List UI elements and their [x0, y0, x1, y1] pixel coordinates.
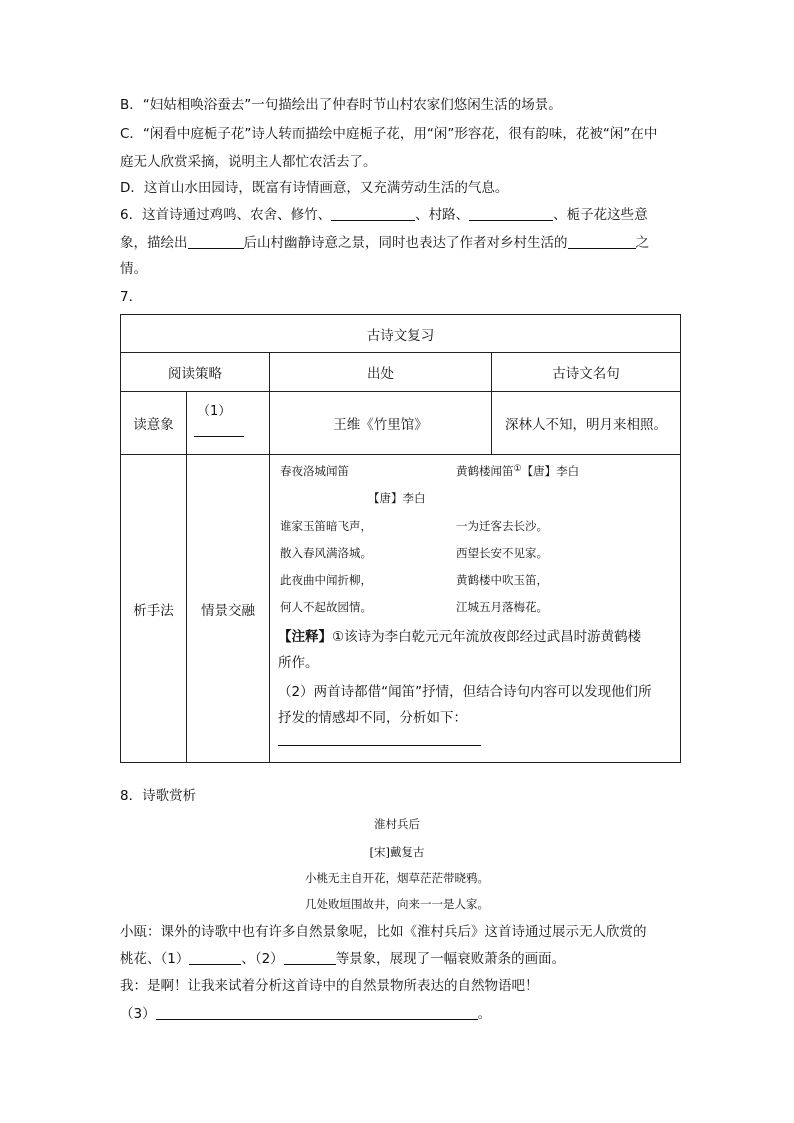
poem1-title: 春夜洛城闻笛 [280, 464, 349, 478]
review-table [120, 314, 681, 763]
q6-blank-1[interactable] [331, 206, 415, 221]
poem2-author: 【唐】李白 [521, 464, 580, 478]
cell-answer-1[interactable] [187, 392, 270, 455]
poem1-line: 此夜曲中闻折柳， [280, 573, 372, 587]
poem2-line: 江城五月落梅花。 [456, 600, 548, 614]
answer-1-blank[interactable] [194, 436, 244, 437]
q6-text-e: 后山村幽静诗意之景，同时也表达了作者对乡村生活的 [243, 235, 568, 251]
poem2-line: 一为迁客去长沙。 [456, 519, 548, 533]
question-8-label: 8．诗歌赏析 [120, 788, 197, 804]
cell-poems [270, 455, 681, 763]
q6-blank-2[interactable] [469, 206, 553, 221]
poem1-author: 【唐】李白 [368, 491, 426, 505]
header-quote: 古诗文名句 [492, 353, 681, 392]
note-text1: 该诗为李白乾元元年流放夜郎经过武昌时游黄鹤楼 [344, 629, 642, 645]
q2-line1: （2）两首诗都借“闻笛”抒情，但结合诗句内容可以发现他们所 [278, 684, 652, 700]
cell-source-wangwei: 王维《竹里馆》 [270, 392, 492, 455]
poem2-title: 黄鹤楼闻笛 [456, 464, 514, 478]
q8-poem-line2: 几处败垣围故井，向来一一是人家。 [305, 897, 489, 911]
poem1-line: 散入春风满洛城。 [280, 546, 372, 560]
q6-text-b: 、村路、 [415, 207, 470, 223]
option-c-line2: 庭无人欣赏采摘，说明主人都忙农活去了。 [120, 154, 377, 170]
question-7-label: 7． [120, 289, 143, 305]
q8-3-line [120, 1005, 491, 1023]
q8-3-end: 。 [477, 1006, 492, 1022]
note-line1 [278, 625, 641, 645]
poem2-line: 黄鹤楼中吹玉笛， [456, 573, 548, 587]
xiaoou-line1: 小瓯：课外的诗歌中也有许多自然景象呢，比如《淮村兵后》这首诗通过展示无人欣赏的 [120, 924, 647, 940]
q6-text-f: 之 [635, 235, 649, 251]
q6-text-c: 、栀子花这些意 [553, 207, 648, 223]
q8-3-label: （3） [120, 1006, 156, 1022]
poem2-footnote-mark: ① [513, 464, 522, 474]
q8-poem-line1: 小桃无主自开花，烟草茫茫带晓鸦。 [305, 871, 489, 885]
cell-scene-emotion: 情景交融 [187, 455, 270, 763]
q6-blank-3[interactable] [188, 234, 244, 249]
xiaoou-line2 [120, 950, 565, 968]
option-c-line1: C．“闲看中庭栀子花”诗人转而描绘中庭栀子花，用“闲”形容花，很有韵味，花被“闲”在中 [120, 126, 658, 142]
header-strategy: 阅读策略 [121, 353, 270, 392]
me-line: 我：是啊！让我来试着分析这首诗中的自然景物所表达的自然物语吧！ [120, 978, 539, 994]
header-source: 出处 [270, 353, 492, 392]
cell-read-imagery: 读意象 [121, 392, 187, 455]
option-b: B．“妇姑相唤浴蚕去”一句描绘出了仲春时节山村农家们悠闲生活的场景。 [120, 97, 562, 113]
answer-1-label: （1） [197, 404, 232, 419]
xiaoou-text-b: 、（2） [241, 951, 284, 967]
note-label: 【注释】 [278, 629, 332, 645]
poem1-line: 何人不起故园情。 [280, 600, 372, 614]
xiaoou-text-c: 等景象，展现了一幅衰败萧条的画面。 [335, 951, 566, 967]
q6-text-d: 象，描绘出 [120, 235, 188, 251]
q2-line2: 抒发的情感却不同，分析如下： [278, 710, 467, 726]
table-title: 古诗文复习 [121, 315, 681, 353]
poem2-heading [456, 463, 579, 479]
q8-poem-author: [宋]戴复古 [369, 845, 425, 859]
q8-blank-2[interactable] [284, 950, 336, 965]
q6-text-a: 6．这首诗通过鸡鸣、农舍、修竹、 [120, 207, 332, 223]
q8-blank-3[interactable] [156, 1005, 478, 1020]
question-6-line2 [120, 234, 649, 252]
note-mark: ① [332, 629, 345, 645]
q2-answer-blank[interactable] [278, 745, 481, 746]
note-line2: 所作。 [278, 655, 319, 671]
poem2-line: 西望长安不见家。 [456, 546, 548, 560]
option-d: D．这首山水田园诗，既富有诗情画意，又充满劳动生活的气息。 [120, 180, 509, 196]
question-6-line3: 情。 [120, 261, 147, 277]
cell-quote: 深林人不知，明月来相照。 [492, 392, 681, 455]
cell-analyze-technique: 析手法 [121, 455, 187, 763]
q8-poem-title: 淮村兵后 [374, 817, 420, 831]
xiaoou-text-a: 桃花、（1） [120, 951, 190, 967]
question-6-line1 [120, 206, 648, 224]
q6-blank-4[interactable] [568, 234, 636, 249]
poem1-line: 谁家玉笛暗飞声， [280, 519, 372, 533]
q8-blank-1[interactable] [189, 950, 241, 965]
